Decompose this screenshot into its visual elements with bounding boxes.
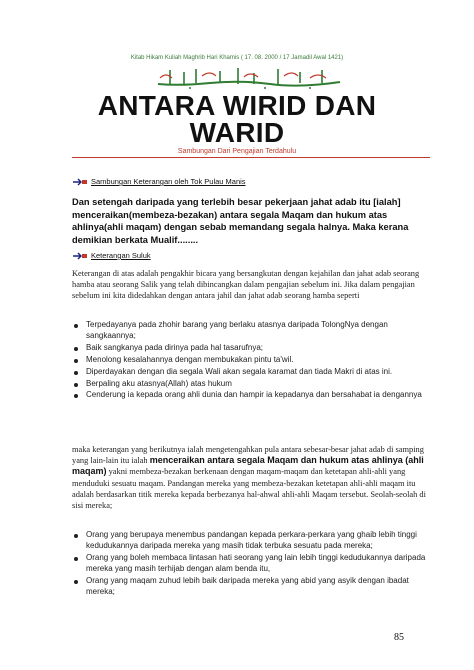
paragraph-2-start: maka keterangan yang berikutnya ialah mengetengahkan pula antara sebesar-besar jahat adab di samping yang lain-lain itu ialah <box>72 445 424 466</box>
list-item: Menolong kesalahannya dengan membukakan pintu ta'wil. <box>72 355 432 366</box>
page-number: 85 <box>394 632 404 643</box>
paragraph-2-bold: menceraikan antara segala Maqam dan hukum atas ahlinya (ahli maqam) <box>72 455 424 477</box>
section-heading-1-text: Sambungan Keterangan oleh Tok Pulau Manis <box>91 177 246 186</box>
section-heading-1 <box>72 177 246 186</box>
page-title-line1: ANTARA WIRID DAN <box>97 90 377 121</box>
bullet-list-2 <box>72 530 432 598</box>
list-item: Orang yang boleh membaca lintasan hati seorang yang lain lebih tinggi kedudukannya daripada mereka yang masih terhijab dengan alam benda itu, <box>72 553 432 575</box>
list-item: Berpaling aku atasnya(Allah) atas hukum <box>72 379 432 390</box>
list-item: Terpedayanya pada zhohir barang yang berlaku atasnya daripada TolongNya dengan sangkaannya; <box>72 320 432 342</box>
divider <box>72 157 430 158</box>
paragraph-2 <box>72 444 434 511</box>
list-item: Diperdayakan dengan dia segala Wali akan segala karamat dan tiada Makri di atas ini. <box>72 367 432 378</box>
basmalah-calligraphy <box>150 64 350 90</box>
page-title-line2: WARID <box>189 117 285 148</box>
list-item: Baik sangkanya pada dirinya pada hal tasarufnya; <box>72 343 432 354</box>
list-item: Orang yang berupaya menembus pandangan kepada perkara-perkara yang ghaib lebih tinggi kedudukannya daripada mereka yang masih tidak terbuka sesuatu pada mereka; <box>72 530 432 552</box>
header-note: Kitab Hikam Kuliah Maghrib Hari Khamis ( 17. 08. 2000 / 17 Jamadil Awal 1421) <box>130 55 344 61</box>
bullet-list-1 <box>72 320 432 402</box>
list-item: Cenderung ia kepada orang ahli dunia dan hampir ia kepadanya dan bersahabat ia dengannya <box>72 390 432 401</box>
list-item: Orang yang maqam zuhud lebih baik daripada mereka yang abid yang asyik dengan ibadat mereka; <box>72 576 432 598</box>
hand-arrow-icon <box>72 178 88 186</box>
section-heading-2-text: Keterangan Suluk <box>91 251 151 260</box>
paragraph-2-end: yakni membeza-bezakan berkenaan dengan maqam-maqam dan ketetapan ahli-ahli yang menduduki sesuatu maqam. Pandangan mereka yang membeza-bezakan ketetapan ahli-ahli maqam itu adalah berdasarkan titik mereka kepada berbezanya hal-ahwal ahli-ahli Maqam tersebut. Seolah-seolah di sisi mereka; <box>72 467 426 511</box>
hand-arrow-icon <box>72 252 88 260</box>
section-heading-2 <box>72 251 151 260</box>
bold-paragraph: Dan setengah daripada yang terlebih besar pekerjaan jahat adab itu [ialah] menceraikan(membeza-bezakan) antara segala Maqam dan hukum atas ahlinya(ahli maqam) dengan sebab memandang segala halnya. Maka kerana demikian berkata Mualif........ <box>72 197 409 245</box>
subtitle: Sambungan Dari Pengajian Terdahulu <box>177 148 297 155</box>
paragraph-1: Keterangan di atas adalah pengakhir bicara yang bersangkutan dengan kejahilan dan jahat adab seorang hamba atau seorang Salik yang telah dibincangkan dalam pengajian sebelum ini. Jika dalam pengajian sebelum ini kita didedahkan dengan antara jahil dan jahat adab seorang hamba seperti <box>72 269 420 301</box>
